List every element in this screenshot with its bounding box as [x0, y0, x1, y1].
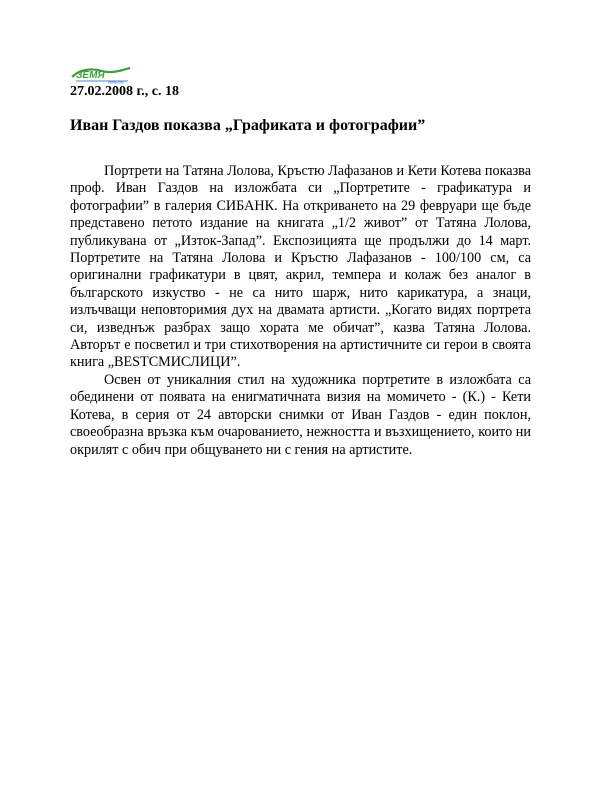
- logo-subtext: zemia.com: [108, 80, 124, 84]
- article-paragraph: Портрети на Татяна Лолова, Кръстю Лафазанов и Кети Котева показва проф. Иван Газдов на изложбата си „Портретите - графикатура и фотографии” в галерия СИБАНК. На откриването на 29 февруари ще бъде представено петото издание на книгата „1/2 живот” от Татяна Лолова, публикувана от „Изток-Запад”. Експозицията ще продължи до 14 март. Портретите на Татяна Лолова и Кръстю Лафазанов - 100/100 см, са оригинални графикатури в цвят, акрил, темпера и колаж без аналог в българското изкуство - не са нито шарж, нито карикатура, а знаци, излъчващи неповторимия дух на двамата артисти. „Когато видях портрета си, изведнъж разбрах защо хората ме обичат”, казва Татяна Лолова. Авторът е посветил и три стихотворения на артистичните си герои в своята книга „BESTСМИСЛИЦИ”.: [70, 163, 531, 371]
- logo-mark-icon: [70, 66, 132, 84]
- article-paragraph: Освен от уникалния стил на художника портретите в изложбата са обединени от появата на енигматичната визия на момичето - (К.) - Кети Котева, в серия от 24 авторски снимки от Иван Газдов - един поклон, своеобразна връзка към очарованието, нежността и възхищението, които ни окрилят с обич при общуването ни с гения на артистите.: [70, 371, 531, 458]
- article-body: [70, 163, 531, 459]
- publication-date-line: 27.02.2008 г., с. 18: [70, 84, 179, 99]
- article-headline: Иван Газдов показва „Графиката и фотографии”: [70, 117, 426, 134]
- newspaper-logo: [70, 66, 132, 84]
- logo-wordmark: ЗЕМЯ: [76, 70, 105, 81]
